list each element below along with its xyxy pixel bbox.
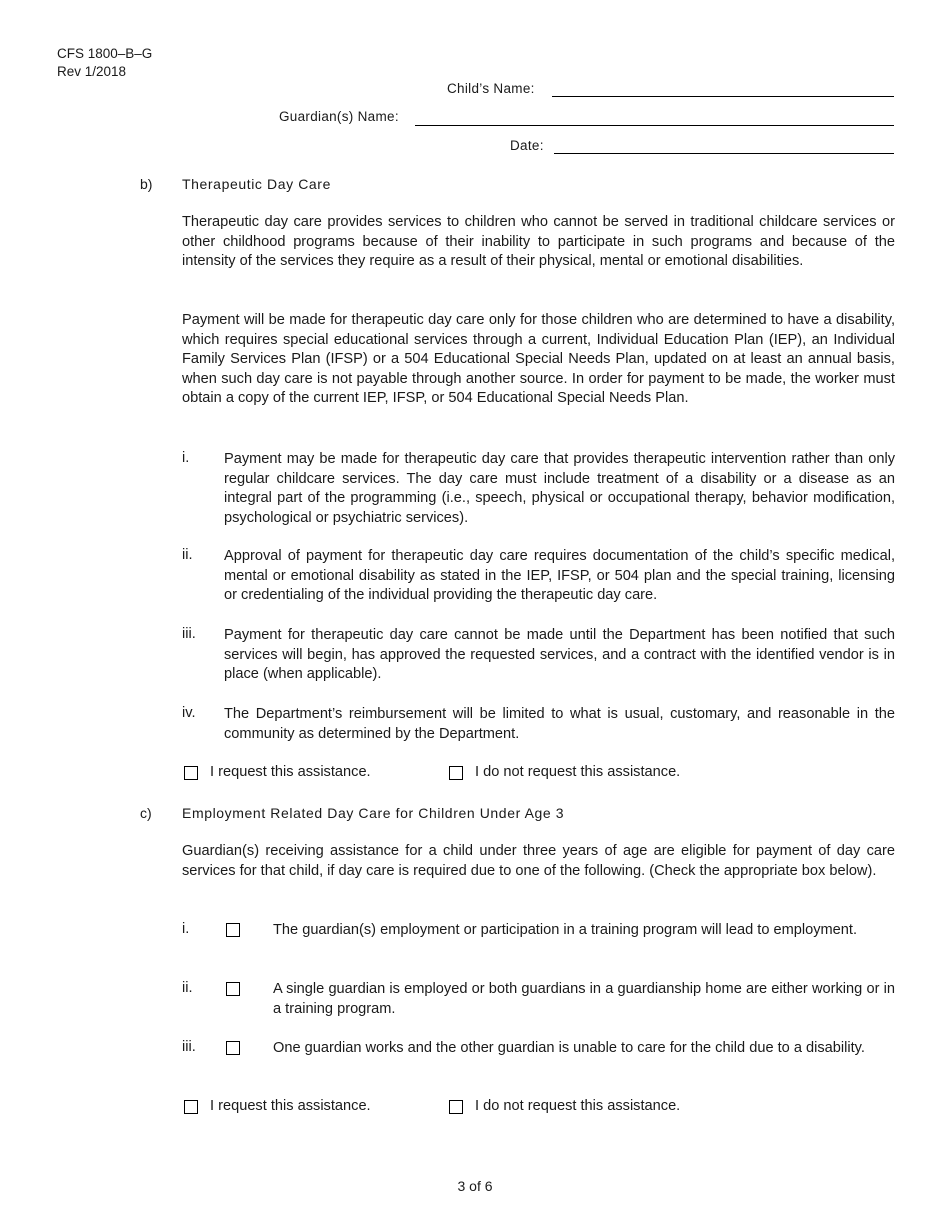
section-b-item-text: The Department’s reimbursement will be limited to what is usual, customary, and reasonable in the community as determined by the Department. — [224, 706, 895, 742]
section-c-request-checkbox[interactable] — [184, 1100, 198, 1114]
section-c-item-number: iii. — [182, 1039, 196, 1055]
guardian-name-field[interactable] — [415, 125, 894, 126]
child-name-label: Child’s Name: — [447, 81, 535, 96]
section-b-no-request-checkbox[interactable] — [449, 766, 463, 780]
section-b-item-text: Payment for therapeutic day care cannot be made until the Department has been notified that such services will begin, has approved the requested services, and a contract with the identified vendor is in place (when applicable). — [224, 627, 895, 683]
section-c-title: Employment Related Day Care for Children Under Age 3 — [182, 805, 565, 821]
section-b-title: Therapeutic Day Care — [182, 176, 331, 192]
child-name-field[interactable] — [552, 96, 894, 97]
section-b-request-label: I request this assistance. — [210, 764, 371, 780]
section-b-paragraph-1: Therapeutic day care provides services to children who cannot be served in traditional childcare services or other childhood programs because of their inability to participate in such programs and because of the intensity of the services they require as a result of their physical, mental or emotional disabilities. — [182, 214, 895, 270]
section-b-request-checkbox[interactable] — [184, 766, 198, 780]
section-c-item-checkbox[interactable] — [226, 923, 240, 937]
page-number: 3 of 6 — [457, 1178, 493, 1194]
section-c-no-request-checkbox[interactable] — [449, 1100, 463, 1114]
section-c-request-label: I request this assistance. — [210, 1098, 371, 1114]
form-code: CFS 1800–B–G — [57, 46, 153, 61]
section-c-item-text: The guardian(s) employment or participation in a training program will lead to employment. — [273, 922, 858, 938]
section-c-item-number: i. — [182, 921, 190, 937]
form-revision: Rev 1/2018 — [57, 64, 127, 79]
section-b-item-number: ii. — [182, 547, 193, 563]
section-b-letter: b) — [140, 176, 153, 192]
section-b-paragraph-2: Payment will be made for therapeutic day care only for those children who are determined to have a disability, which requires special educational services through a current, Individual Education Plan (IEP), an Individual Family Services Plan (IFSP) or a 504 Educational Special Needs Plan, updated on at least an annual basis, when such day care is not payable through another source. In order for payment to be made, the worker must obtain a copy of the current IEP, IFSP, or 504 Educational Special Needs Plan. — [182, 312, 895, 407]
section-b-item-number: iii. — [182, 626, 196, 642]
section-b-item-text: Approval of payment for therapeutic day care requires documentation of the child’s specific medical, mental or emotional disability as stated in the IEP, IFSP, or 504 plan and the special training, licensing or credentialing of the individual providing the therapeutic day care. — [224, 548, 895, 604]
section-c-paragraph-1: Guardian(s) receiving assistance for a child under three years of age are eligible for payment of day care services for that child, if day care is required due to one of the following. (Check the appropriate box below). — [182, 843, 895, 879]
section-c-item-text: A single guardian is employed or both guardians in a guardianship home are either working or in a training program. — [273, 981, 895, 1017]
section-b-item-number: i. — [182, 450, 190, 466]
date-field[interactable] — [554, 153, 894, 154]
guardian-name-label: Guardian(s) Name: — [279, 109, 399, 124]
section-c-no-request-label: I do not request this assistance. — [475, 1098, 681, 1114]
section-c-letter: c) — [140, 805, 152, 821]
section-b-item-text: Payment may be made for therapeutic day care that provides therapeutic intervention rather than only regular childcare services. The day care must include treatment of a disability or a disease as an integral part of the programming (i.e., speech, physical or occupational therapy, behavior modification, psychological or psychiatric services). — [224, 451, 895, 526]
section-b-no-request-label: I do not request this assistance. — [475, 764, 681, 780]
section-c-item-checkbox[interactable] — [226, 982, 240, 996]
section-c-item-number: ii. — [182, 980, 193, 996]
section-c-item-checkbox[interactable] — [226, 1041, 240, 1055]
date-label: Date: — [510, 138, 544, 153]
section-b-item-number: iv. — [182, 705, 196, 721]
section-c-item-text: One guardian works and the other guardian is unable to care for the child due to a disability. — [273, 1040, 865, 1056]
